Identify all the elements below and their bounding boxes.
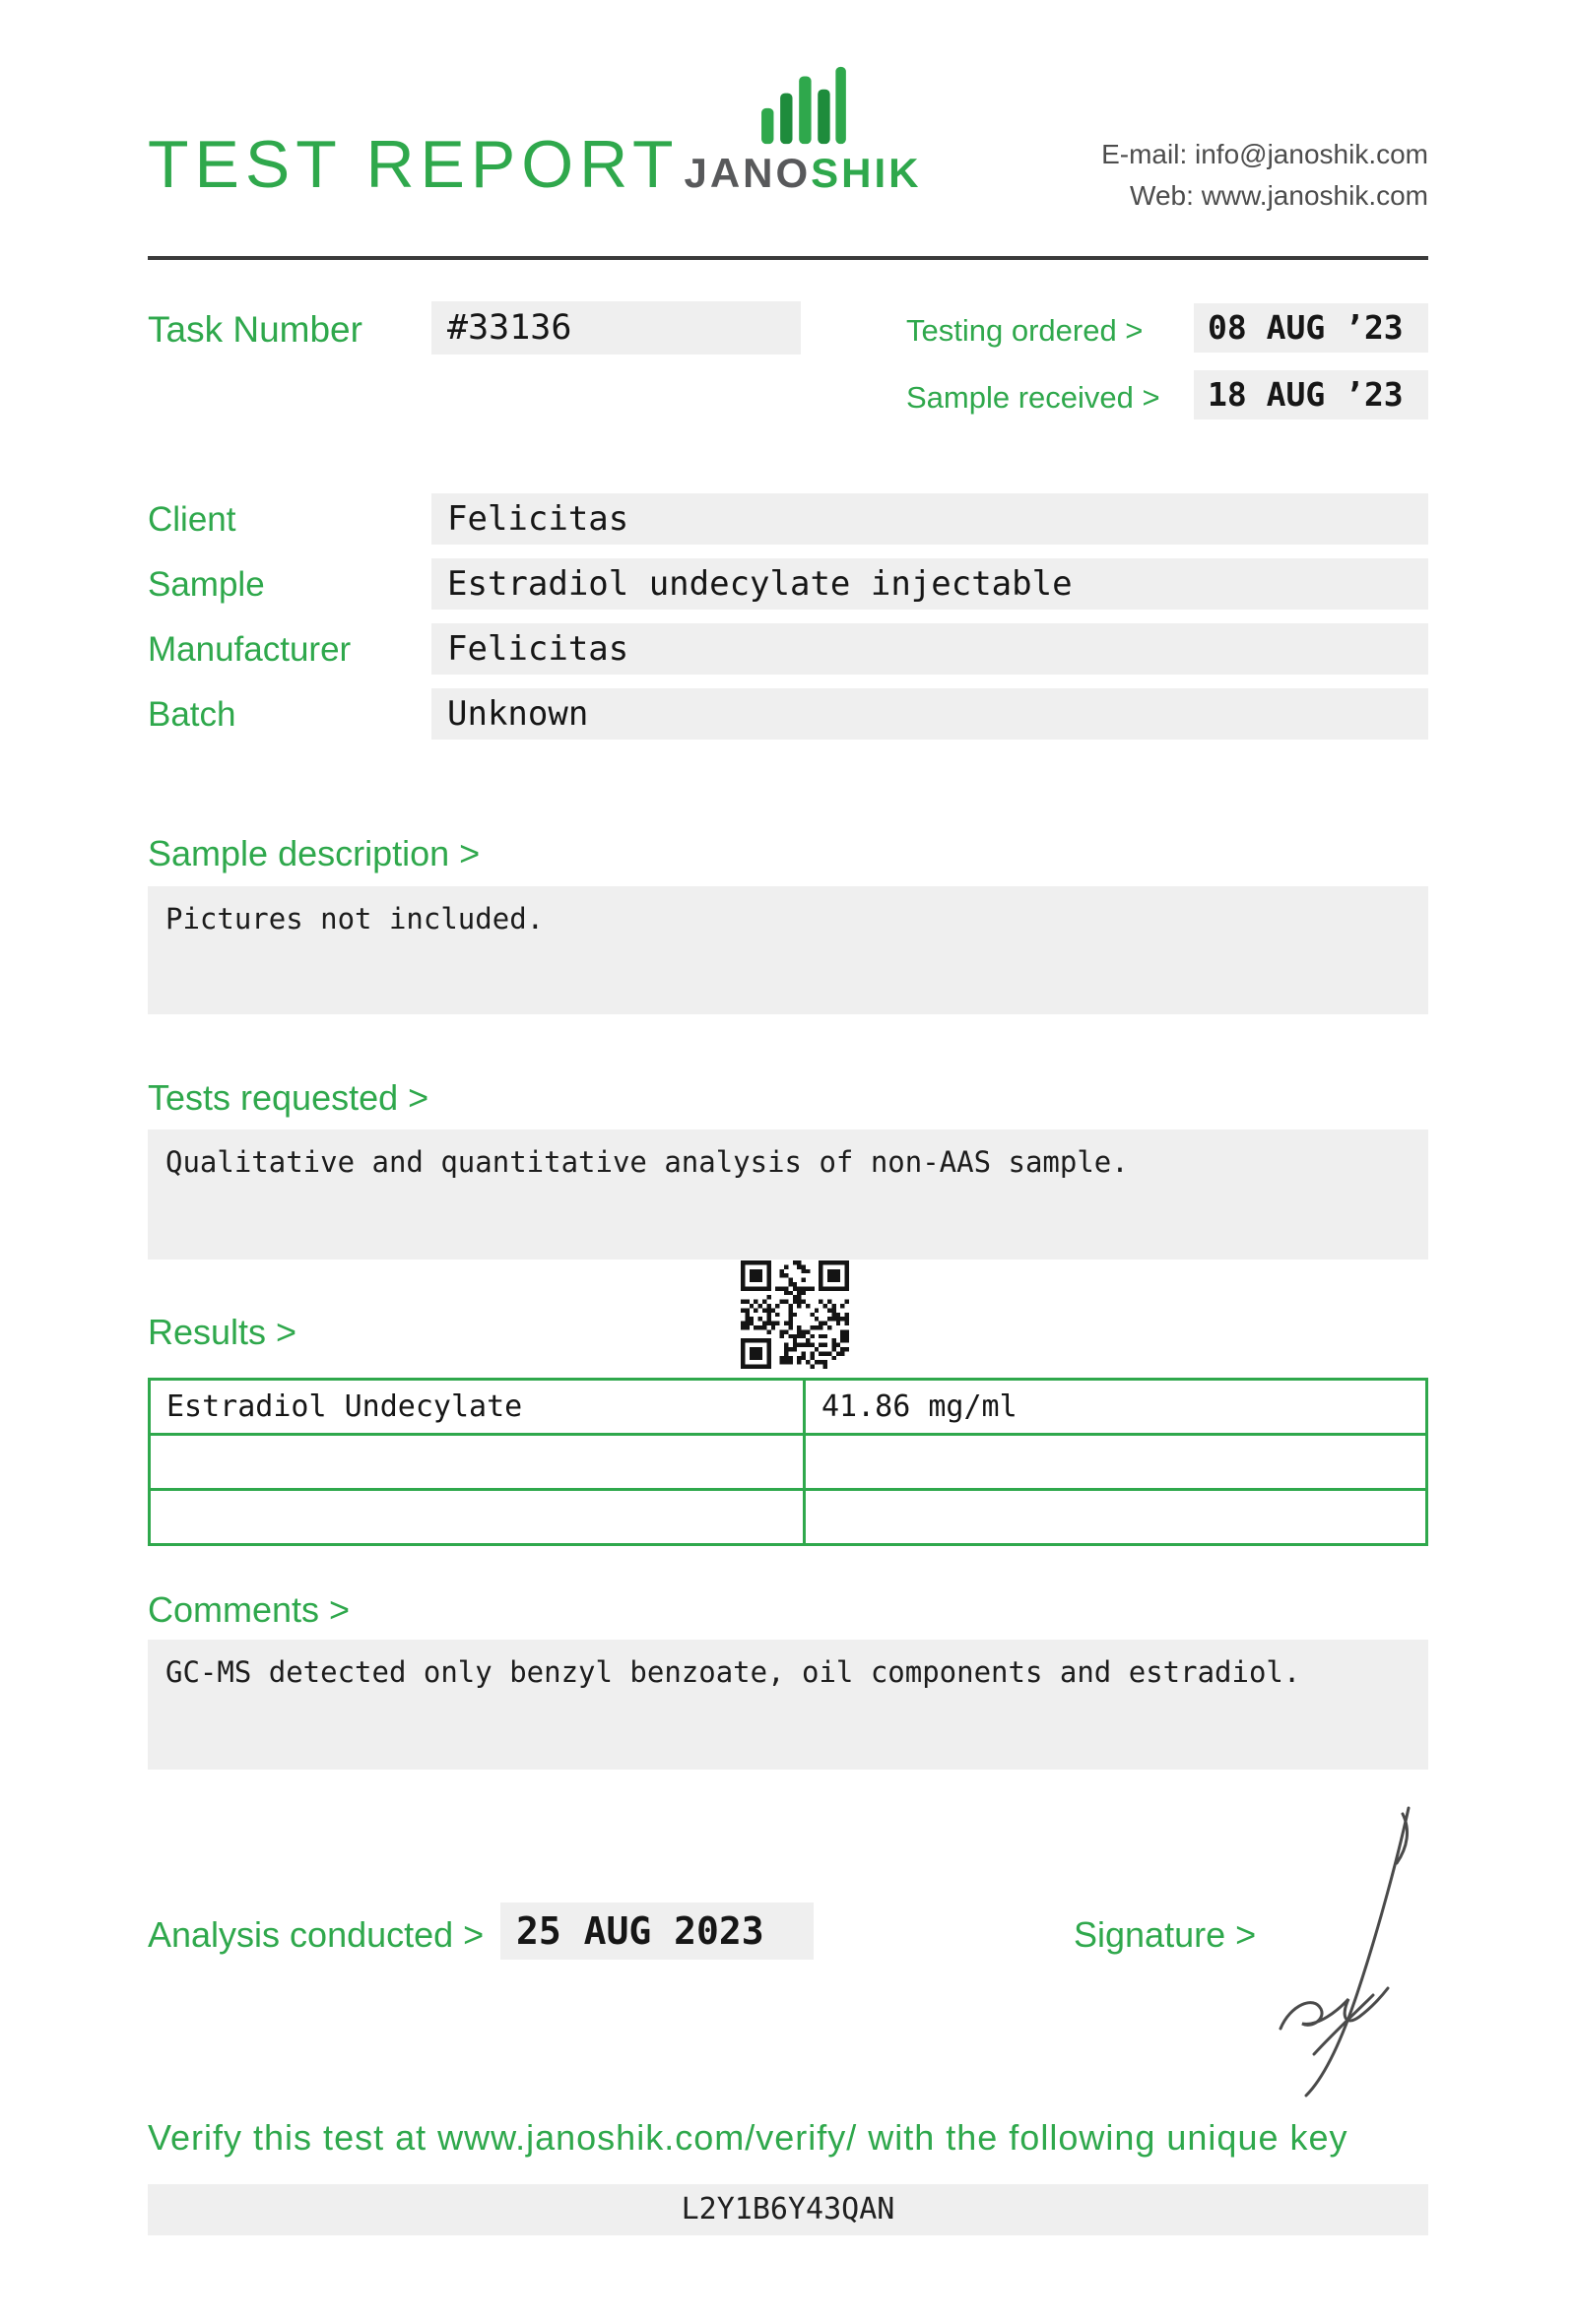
logo-text-shik: SHIK xyxy=(811,150,922,196)
janoshik-logo xyxy=(675,65,931,197)
signature-image xyxy=(1263,1800,1430,2101)
batch-label: Batch xyxy=(148,695,236,734)
tests-requested-heading: Tests requested > xyxy=(148,1077,429,1118)
result-analyte: Estradiol Undecylate xyxy=(150,1380,805,1435)
logo-wordmark xyxy=(675,150,931,197)
logo-text-jano: JANO xyxy=(684,150,812,196)
task-number-value: #33136 xyxy=(431,301,801,355)
verify-key: L2Y1B6Y43QAN xyxy=(148,2184,1428,2235)
result-value xyxy=(805,1435,1427,1490)
results-row xyxy=(150,1380,1427,1435)
testing-ordered-date: 08 AUG ’23 xyxy=(1194,303,1428,353)
sample-received-label: Sample received > xyxy=(906,380,1160,415)
signature-label: Signature > xyxy=(1074,1914,1257,1955)
sample-label: Sample xyxy=(148,565,265,604)
header-divider xyxy=(148,256,1428,260)
results-row xyxy=(150,1490,1427,1545)
comments-box: GC-MS detected only benzyl benzoate, oil components and estradiol. xyxy=(148,1640,1428,1770)
sample-description-box: Pictures not included. xyxy=(148,886,1428,1014)
result-value: 41.86 mg/ml xyxy=(805,1380,1427,1435)
comments-heading: Comments > xyxy=(148,1589,351,1630)
sample-value: Estradiol undecylate injectable xyxy=(431,558,1428,610)
result-value xyxy=(805,1490,1427,1545)
client-label: Client xyxy=(148,500,236,539)
sample-description-heading: Sample description > xyxy=(148,833,481,873)
email-value: info@janoshik.com xyxy=(1195,139,1428,169)
tests-requested-box: Qualitative and quantitative analysis of non-AAS sample. xyxy=(148,1130,1428,1259)
web-line xyxy=(1101,175,1428,217)
web-value: www.janoshik.com xyxy=(1201,180,1428,211)
email-line xyxy=(1101,134,1428,175)
analysis-conducted-label: Analysis conducted > xyxy=(148,1914,485,1955)
task-number-label: Task Number xyxy=(148,309,362,350)
result-analyte xyxy=(150,1490,805,1545)
batch-value: Unknown xyxy=(431,688,1428,740)
results-table xyxy=(148,1378,1428,1546)
result-analyte xyxy=(150,1435,805,1490)
client-value: Felicitas xyxy=(431,493,1428,545)
bar-chart-icon xyxy=(757,65,848,146)
analysis-conducted-date: 25 AUG 2023 xyxy=(500,1903,814,1960)
results-row xyxy=(150,1435,1427,1490)
qr-code-icon xyxy=(741,1260,849,1369)
contact-block xyxy=(1101,134,1428,217)
verify-instruction: Verify this test at www.janoshik.com/verify/ with the following unique key xyxy=(148,2117,1348,2158)
report-title: TEST REPORT xyxy=(148,127,680,202)
sample-received-date: 18 AUG ’23 xyxy=(1194,370,1428,420)
email-label: E-mail: xyxy=(1101,139,1188,169)
manufacturer-label: Manufacturer xyxy=(148,630,352,669)
manufacturer-value: Felicitas xyxy=(431,623,1428,675)
results-heading: Results > xyxy=(148,1312,297,1352)
testing-ordered-label: Testing ordered > xyxy=(906,313,1144,348)
web-label: Web: xyxy=(1130,180,1194,211)
